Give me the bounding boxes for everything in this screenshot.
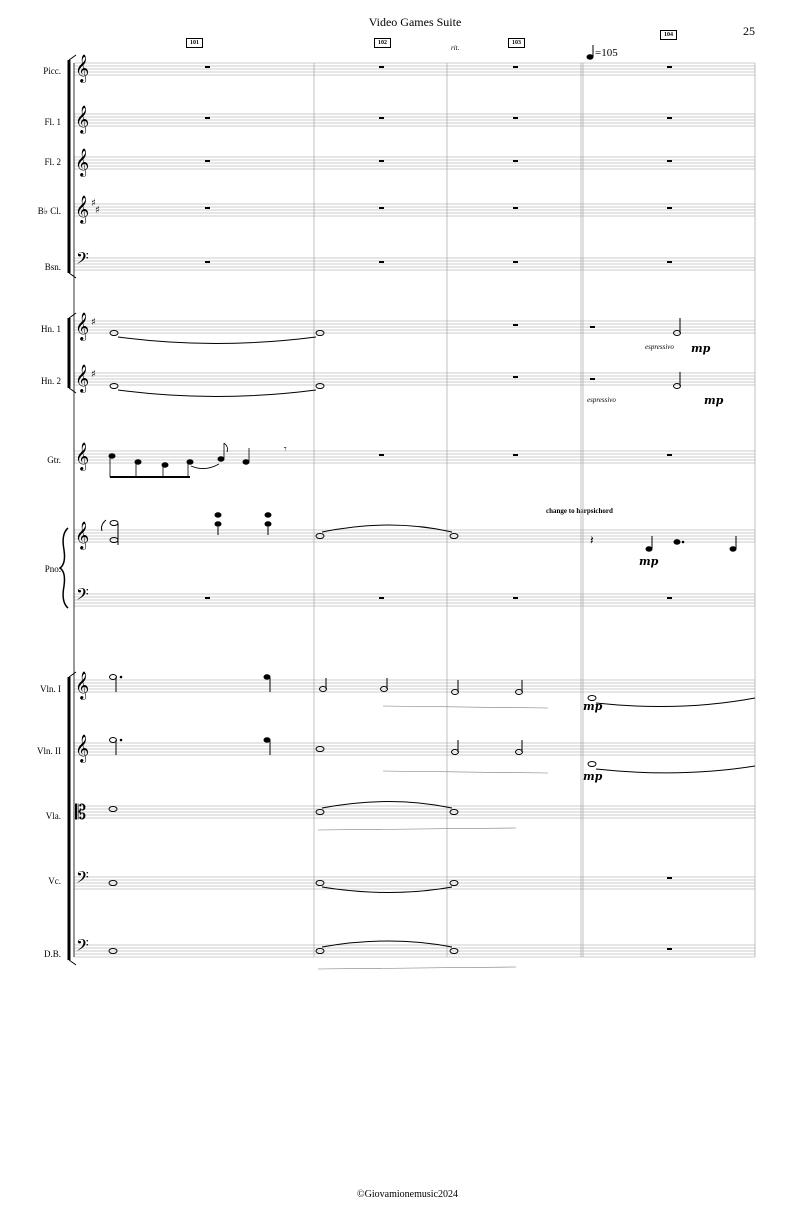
- whole-rests: [205, 66, 672, 950]
- staff-viola: [74, 806, 755, 818]
- staff-piano-treble: [74, 530, 755, 542]
- cello-notes: [109, 881, 458, 893]
- staff-double-bass: [74, 945, 755, 957]
- alto-clef-icon: 𝄡: [75, 800, 87, 824]
- dynamic-mp-hn1: mp: [691, 342, 711, 355]
- staff-clarinet: [74, 204, 755, 216]
- treble-clef-icon: 𝄞: [75, 671, 90, 699]
- treble-clef-icon: 𝄞: [75, 521, 90, 549]
- sharp-icon: ♯: [95, 205, 100, 216]
- instrument-label-bassoon: Bsn.: [44, 262, 61, 272]
- staff-lines: [74, 63, 755, 957]
- staff-violin-1: [74, 680, 755, 692]
- staff-flute-1: [74, 114, 755, 126]
- staff-piccolo: [74, 63, 755, 75]
- instrument-label-flute-1: Fl. 1: [44, 117, 61, 127]
- bass-clef-icon: 𝄢: [76, 867, 89, 891]
- dynamic-mp-hn2: mp: [704, 394, 724, 407]
- bass-clef-icon: 𝄢: [76, 584, 89, 608]
- staff-bassoon: [74, 258, 755, 270]
- change-to-harpsichord-text: change to harpsichord: [546, 507, 613, 515]
- instrument-label-horn-1: Hn. 1: [41, 324, 61, 334]
- bass-clef-icon: 𝄢: [76, 935, 89, 959]
- staff-horn-1: [74, 321, 755, 333]
- staff-guitar: [74, 451, 755, 463]
- dynamic-mp-violin-1: mp: [583, 700, 603, 713]
- treble-clef-icon: 𝄞: [75, 105, 90, 133]
- treble-clef-icon: 𝄞: [75, 312, 90, 340]
- espressivo-hn1: espressivo: [645, 343, 674, 351]
- piano-brace: [60, 528, 68, 608]
- instrument-label-guitar: Gtr.: [47, 455, 61, 465]
- instrument-label-double-bass: D.B.: [43, 949, 61, 959]
- copyright-notice: ©Giovamionemusic2024: [357, 1189, 458, 1200]
- treble-clef-icon: 𝄞: [75, 442, 90, 470]
- piano-notes: [102, 513, 737, 551]
- instrument-label-horn-2: Hn. 2: [41, 376, 61, 386]
- staff-piano-bass: [74, 594, 755, 606]
- svg-text:𝄾: 𝄾: [284, 444, 287, 455]
- espressivo-hn2: espressivo: [587, 396, 616, 404]
- treble-clef-icon: 𝄞: [75, 195, 90, 223]
- sharp-icon: ♯: [91, 317, 96, 328]
- treble-clef-icon: 𝄞: [75, 54, 90, 82]
- treble-clef-icon: 𝄞: [75, 734, 90, 762]
- instrument-label-piano: Pno.: [44, 564, 61, 574]
- instrument-label-violin-1: Vln. I: [40, 684, 61, 694]
- bass-clef-icon: 𝄢: [76, 248, 89, 272]
- guitar-notes: [109, 443, 287, 478]
- svg-text:𝄽: 𝄽: [590, 533, 594, 547]
- sharp-icon: ♯: [91, 369, 96, 380]
- instrument-label-piccolo: Picc.: [43, 66, 61, 76]
- instrument-label-viola: Vla.: [45, 811, 61, 821]
- staff-horn-2: [74, 373, 755, 385]
- instrument-label-flute-2: Fl. 2: [44, 157, 61, 167]
- key-signatures: [91, 198, 100, 380]
- measure-number-101: 101: [186, 38, 203, 48]
- tempo-note-icon: [587, 45, 593, 59]
- staff-violin-2: [74, 743, 755, 755]
- measure-number-104: 104: [660, 30, 677, 40]
- page-title: Video Games Suite: [368, 15, 462, 29]
- instrument-label-violin-2: Vln. II: [37, 746, 61, 756]
- instrument-label-clarinet: B♭ Cl.: [37, 206, 61, 216]
- page-number: 25: [743, 24, 755, 38]
- staff-flute-2: [74, 157, 755, 169]
- measure-number-103: 103: [508, 38, 525, 48]
- sharp-icon: ♯: [91, 198, 96, 209]
- instrument-label-cello: Vc.: [48, 876, 61, 886]
- ritardando-marking: rit.: [451, 44, 460, 52]
- tempo-marking: =105: [595, 47, 618, 59]
- dynamic-mp-violin-2: mp: [583, 770, 603, 783]
- treble-clef-icon: 𝄞: [75, 148, 90, 176]
- clefs: [75, 54, 89, 959]
- staff-cello: [74, 877, 755, 889]
- dynamic-mp-piano: mp: [639, 555, 659, 568]
- measure-barlines: [314, 63, 755, 957]
- measure-number-102: 102: [374, 38, 391, 48]
- violin-1-notes: [110, 675, 756, 709]
- treble-clef-icon: 𝄞: [75, 364, 90, 392]
